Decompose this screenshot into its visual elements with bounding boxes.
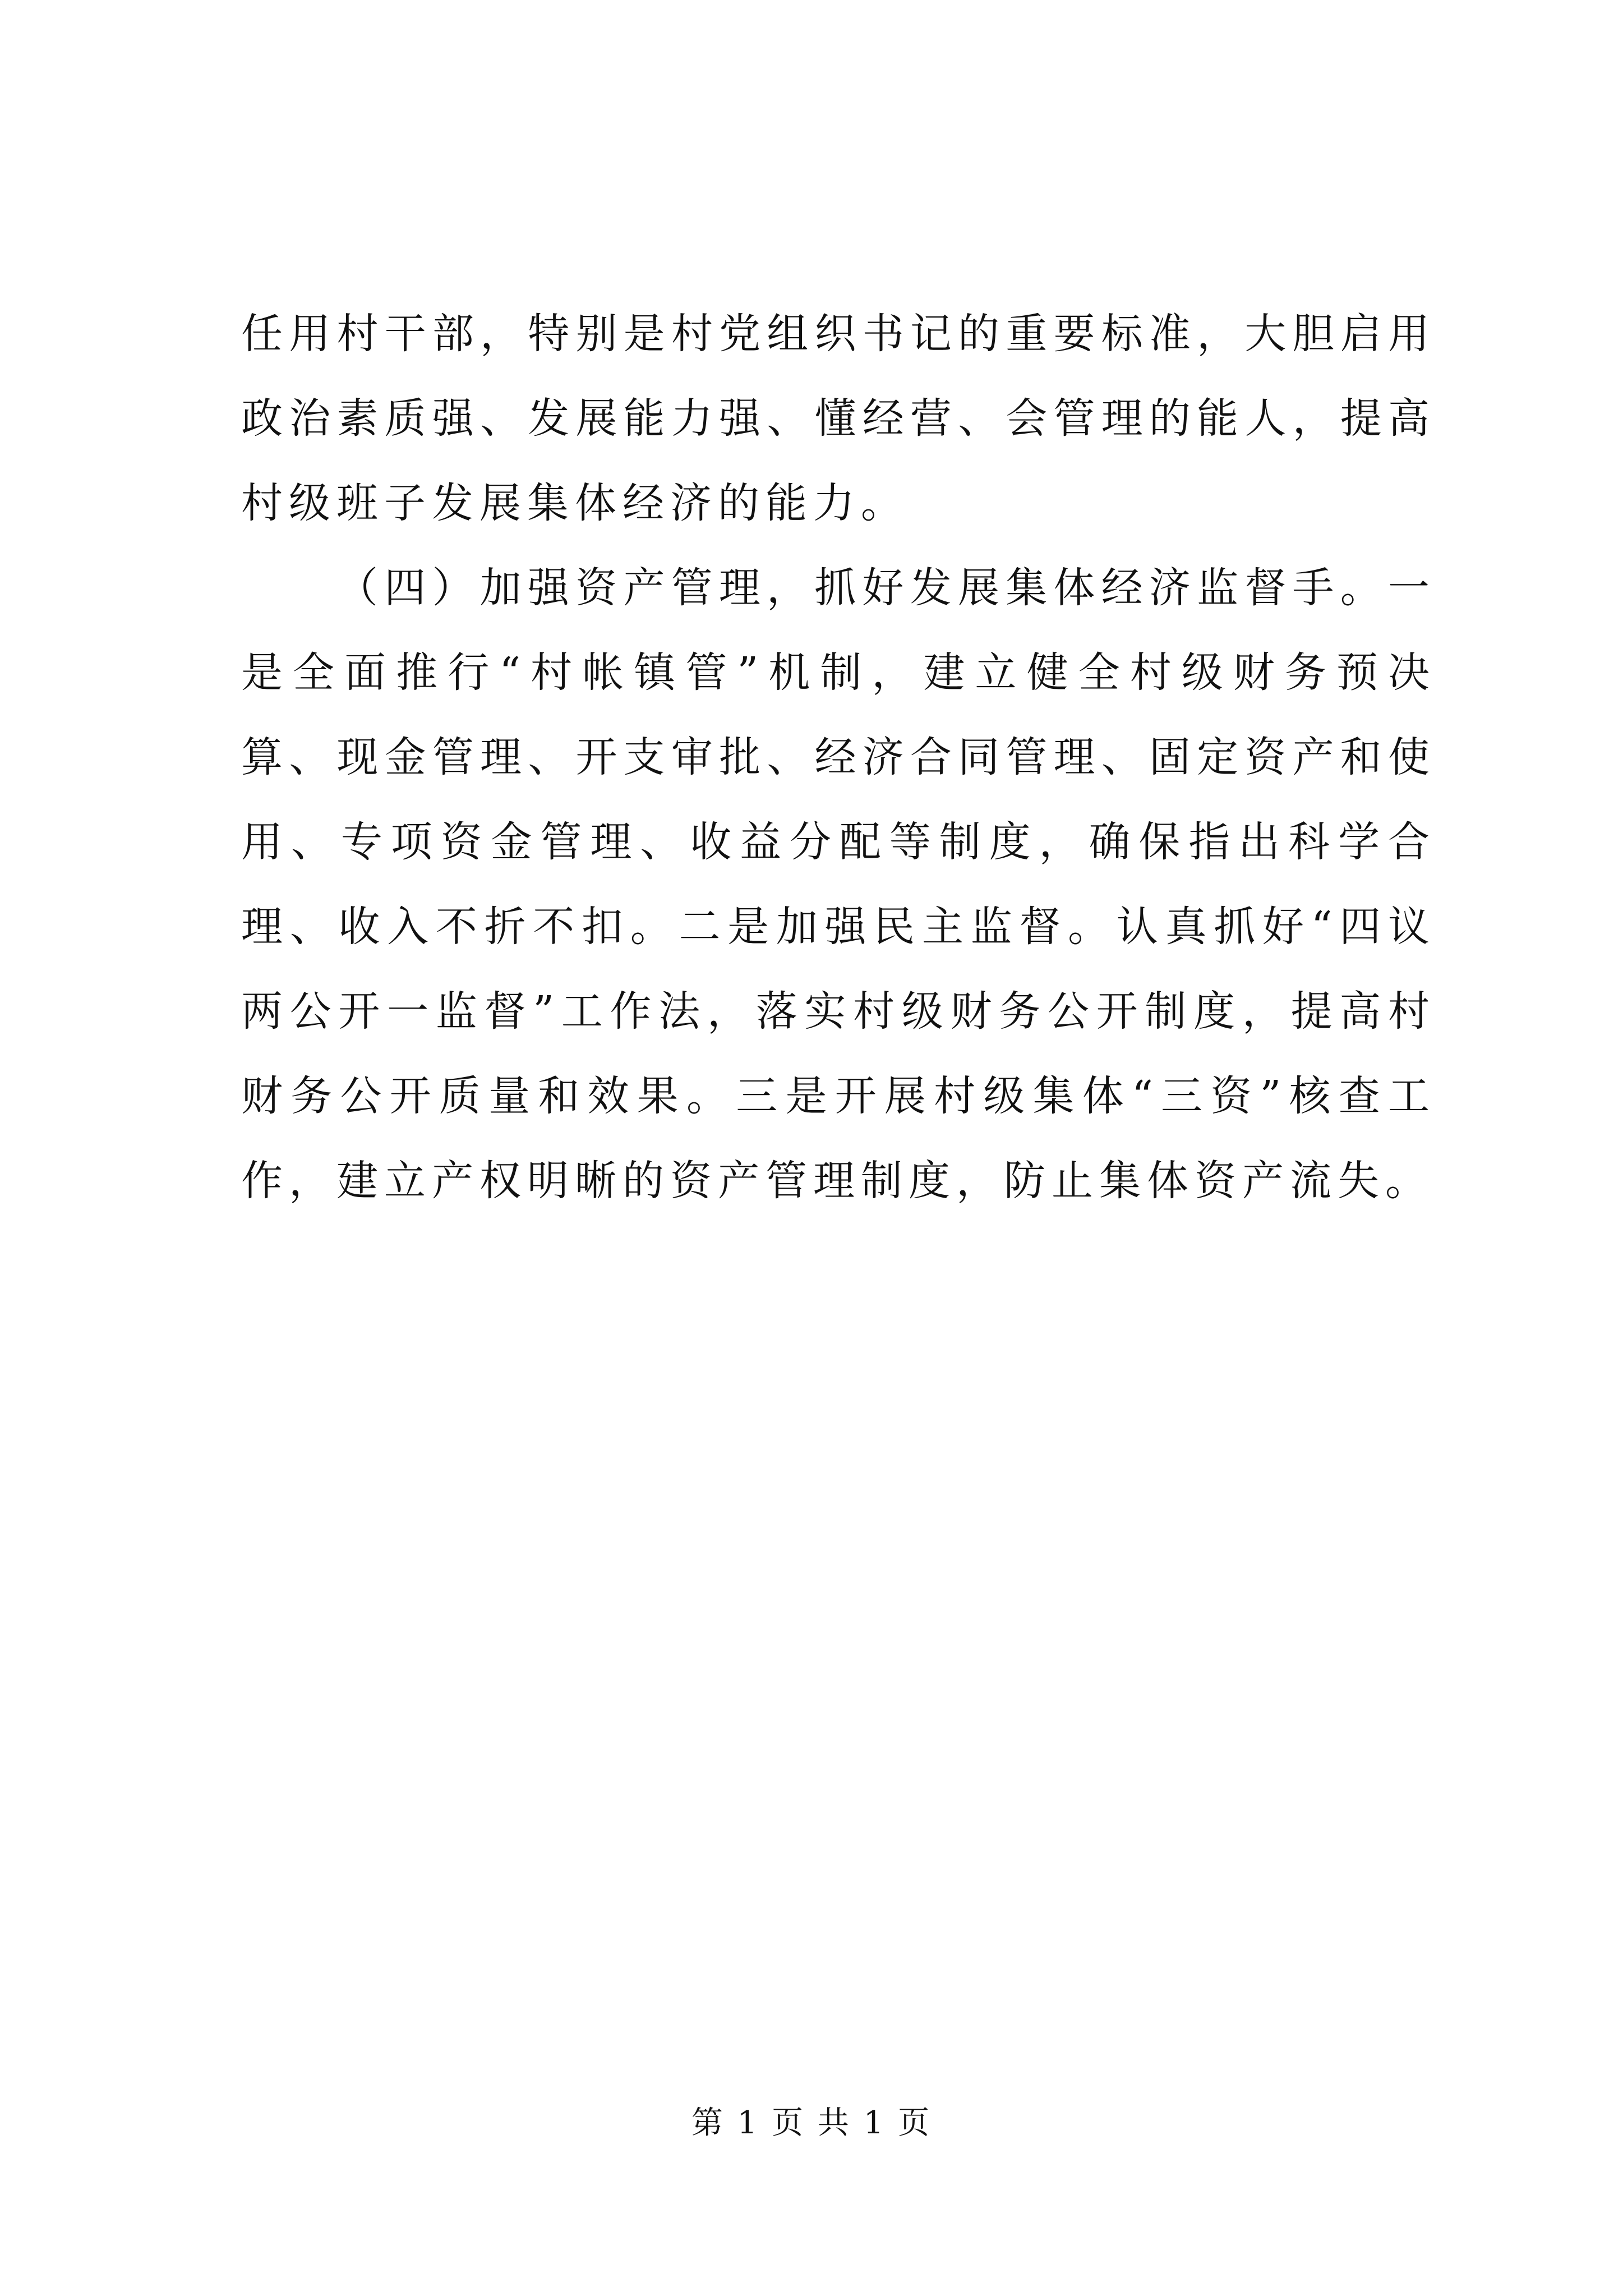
paragraph-section-four: （四）加强资产管理，抓好发展集体经济监督手。一是全面推行“村帐镇管”机制，建立健全村级财务预决算、现金管理、开支审批、经济合同管理、固定资产和使用、专项资金管理、收益分配等制度，确保指出科学合理、收入不折不扣。二是加强民主监督。认真抓好“四议两公开一监督”工作法，落实村级财务公开制度，提高村财务公开质量和效果。三是开展村级集体“三资”核查工作，建立产权明晰的资产管理制度，防止集体资产流失。 [241, 564, 1436, 1205]
page-number-footer: 第 1 页 共 1 页 [691, 2105, 932, 2141]
document-body [241, 292, 1436, 1223]
paragraph-continued: 任用村干部，特别是村党组织书记的重要标准，大胆启用政治素质强、发展能力强、懂经营、会管理的能人，提高村级班子发展集体经济的能力。 [241, 310, 1436, 527]
